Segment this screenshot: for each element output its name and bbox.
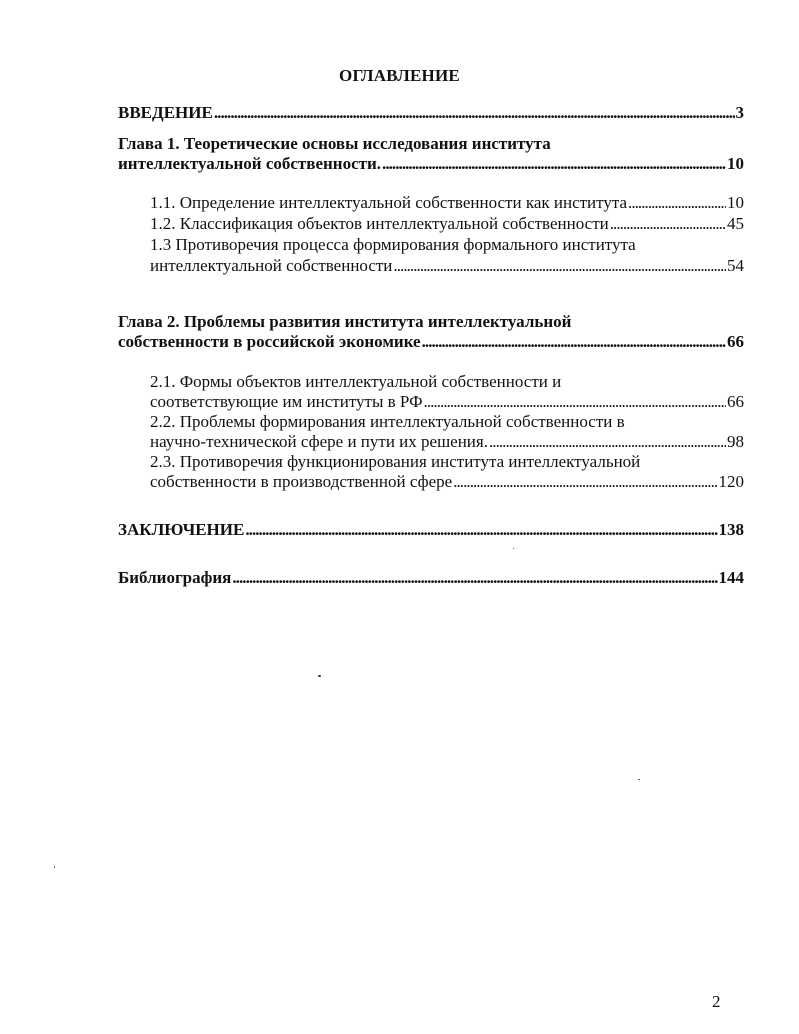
toc-section-2-3-line1[interactable]: 2.3. Противоречия функционирования института интеллектуальной bbox=[150, 452, 641, 471]
toc-page: 66 bbox=[727, 332, 744, 351]
toc-page: 10 bbox=[727, 154, 744, 173]
toc-page: 138 bbox=[718, 520, 744, 539]
toc-label: интеллектуальной собственности. bbox=[118, 154, 382, 173]
toc-page: 3 bbox=[735, 103, 744, 122]
toc-page: 45 bbox=[727, 214, 744, 233]
toc-label: соответствующие им институты в РФ bbox=[150, 392, 423, 411]
toc-entry-section-1-3[interactable] bbox=[150, 256, 744, 276]
toc-entry-bibliography[interactable] bbox=[118, 568, 744, 588]
toc-label: 1.1. Определение интеллектуальной собственности как института bbox=[150, 193, 628, 212]
dot-leader bbox=[214, 103, 735, 123]
toc-page: 144 bbox=[718, 568, 744, 587]
toc-label: Библиография bbox=[118, 568, 232, 587]
dot-leader bbox=[610, 214, 726, 234]
toc-entry-section-1-1[interactable] bbox=[150, 193, 744, 213]
toc-entry-chapter1[interactable] bbox=[118, 154, 744, 174]
toc-entry-chapter2[interactable] bbox=[118, 332, 744, 352]
toc-page: 120 bbox=[718, 472, 744, 491]
toc-label: научно-технической сфере и пути их решения. bbox=[150, 432, 488, 451]
toc-entry-section-2-3[interactable] bbox=[150, 472, 744, 492]
toc-page: 66 bbox=[727, 392, 744, 411]
toc-section-1-3-line1[interactable]: 1.3 Противоречия процесса формирования формального института bbox=[150, 235, 636, 254]
toc-page: 10 bbox=[727, 193, 744, 212]
dot-leader bbox=[393, 256, 726, 276]
scan-speck bbox=[318, 675, 321, 677]
dot-leader bbox=[453, 472, 717, 492]
toc-label: собственности в производственной сфере bbox=[150, 472, 453, 491]
scan-speck bbox=[54, 866, 55, 868]
dot-leader bbox=[245, 520, 717, 540]
toc-chapter1-title-line1[interactable]: Глава 1. Теоретические основы исследования института bbox=[118, 134, 551, 153]
dot-leader bbox=[382, 154, 726, 174]
toc-section-2-1-line1[interactable]: 2.1. Формы объектов интеллектуальной собственности и bbox=[150, 372, 562, 391]
toc-entry-section-2-2[interactable] bbox=[150, 432, 744, 452]
toc-label: ВВЕДЕНИЕ bbox=[118, 103, 213, 122]
dot-leader bbox=[628, 193, 726, 213]
toc-section-2-2-line1[interactable]: 2.2. Проблемы формирования интеллектуальной собственности в bbox=[150, 412, 625, 431]
toc-entry-section-2-1[interactable] bbox=[150, 392, 744, 412]
toc-entry-section-1-2[interactable] bbox=[150, 214, 744, 234]
dot-leader bbox=[422, 332, 726, 352]
toc-label: ЗАКЛЮЧЕНИЕ bbox=[118, 520, 245, 539]
toc-page: 54 bbox=[727, 256, 744, 275]
toc-entry-intro[interactable] bbox=[118, 103, 744, 123]
scan-speck bbox=[638, 779, 640, 780]
toc-label: собственности в российской экономике bbox=[118, 332, 421, 351]
toc-page: 98 bbox=[727, 432, 744, 451]
dot-leader bbox=[232, 568, 717, 588]
toc-chapter2-title-line1[interactable]: Глава 2. Проблемы развития института интеллектуальной bbox=[118, 312, 572, 331]
scan-speck bbox=[513, 548, 514, 549]
toc-label: 1.2. Классификация объектов интеллектуальной собственности bbox=[150, 214, 609, 233]
toc-entry-conclusion[interactable] bbox=[118, 520, 744, 540]
toc-label: интеллектуальной собственности bbox=[150, 256, 393, 275]
dot-leader bbox=[424, 392, 726, 412]
page-title: ОГЛАВЛЕНИЕ bbox=[339, 66, 460, 85]
dot-leader bbox=[489, 432, 726, 452]
page-number: 2 bbox=[712, 992, 721, 1011]
